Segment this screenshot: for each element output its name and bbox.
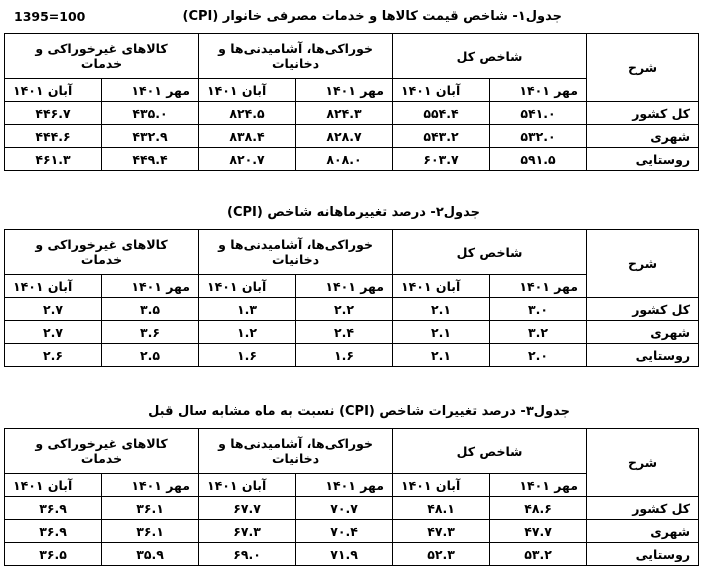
table-cell: ۵۵۴.۴ — [393, 102, 490, 125]
table-cell: ۳۶.۹ — [5, 520, 102, 543]
table-cell: ۳.۲ — [490, 321, 587, 344]
table-cell: ۷۱.۹ — [296, 543, 393, 566]
table-cell: ۲.۷ — [5, 321, 102, 344]
cpi-index-table — [4, 33, 699, 171]
header-month-mehr: مهر ۱۴۰۱ — [296, 474, 393, 497]
table-row — [5, 298, 699, 321]
table-cell: ۱.۲ — [199, 321, 296, 344]
table-cell: ۲.۰ — [490, 344, 587, 367]
table-cell: ۴۸.۱ — [393, 497, 490, 520]
header-group-food: خوراکی‌ها، آشامیدنی‌ها و دخانیات — [199, 429, 393, 474]
table1-caption: جدول۱- شاخص قیمت کالاها و خدمات مصرفی خانوار (CPI) — [182, 9, 562, 24]
table-cell: ۵۲.۳ — [393, 543, 490, 566]
row-label: روستایی — [587, 148, 699, 171]
table-cell: ۷۰.۴ — [296, 520, 393, 543]
header-group-food: خوراکی‌ها، آشامیدنی‌ها و دخانیات — [199, 34, 393, 79]
header-group-nonfood: کالاهای غیرخوراکی و خدمات — [5, 230, 199, 275]
row-label: روستایی — [587, 543, 699, 566]
table-cell: ۱.۶ — [199, 344, 296, 367]
table-cell: ۷۰.۷ — [296, 497, 393, 520]
table-cell: ۳۶.۱ — [102, 497, 199, 520]
header-month-mehr: مهر ۱۴۰۱ — [490, 474, 587, 497]
header-month-aban: آبان ۱۴۰۱ — [5, 275, 102, 298]
table-cell: ۳.۰ — [490, 298, 587, 321]
row-label: شهری — [587, 125, 699, 148]
table-row — [5, 520, 699, 543]
table-cell: ۴۷.۷ — [490, 520, 587, 543]
table-cell: ۲.۵ — [102, 344, 199, 367]
header-month-aban: آبان ۱۴۰۱ — [393, 79, 490, 102]
header-group-total-index: شاخص کل — [393, 34, 587, 79]
table-row — [5, 125, 699, 148]
table-cell: ۴۳۲.۹ — [102, 125, 199, 148]
row-label: شهری — [587, 321, 699, 344]
header-description: شرح — [587, 429, 699, 497]
header-month-aban: آبان ۱۴۰۱ — [393, 275, 490, 298]
table-row — [5, 344, 699, 367]
table-cell: ۳۶.۵ — [5, 543, 102, 566]
table-cell: ۲.۴ — [296, 321, 393, 344]
header-group-total-index: شاخص کل — [393, 429, 587, 474]
header-group-food: خوراکی‌ها، آشامیدنی‌ها و دخانیات — [199, 230, 393, 275]
table-cell: ۲.۷ — [5, 298, 102, 321]
header-month-aban: آبان ۱۴۰۱ — [393, 474, 490, 497]
header-month-mehr: مهر ۱۴۰۱ — [102, 474, 199, 497]
table-cell: ۵۳۲.۰ — [490, 125, 587, 148]
table-cell: ۳.۶ — [102, 321, 199, 344]
table-cell: ۴۸.۶ — [490, 497, 587, 520]
table-cell: ۲.۱ — [393, 344, 490, 367]
row-label: شهری — [587, 520, 699, 543]
cpi-monthly-change-table — [4, 229, 699, 367]
table-cell: ۴۷.۳ — [393, 520, 490, 543]
table-cell: ۸۲۴.۳ — [296, 102, 393, 125]
header-month-aban: آبان ۱۴۰۱ — [5, 474, 102, 497]
table-cell: ۴۶۱.۳ — [5, 148, 102, 171]
header-month-aban: آبان ۱۴۰۱ — [199, 275, 296, 298]
table-cell: ۴۴۹.۴ — [102, 148, 199, 171]
table-row — [5, 321, 699, 344]
table-cell: ۶۷.۳ — [199, 520, 296, 543]
table-cell: ۶۰۳.۷ — [393, 148, 490, 171]
table-row — [5, 543, 699, 566]
table-cell: ۵۹۱.۵ — [490, 148, 587, 171]
header-month-aban: آبان ۱۴۰۱ — [5, 79, 102, 102]
header-group-nonfood: کالاهای غیرخوراکی و خدمات — [5, 429, 199, 474]
table-cell: ۱.۳ — [199, 298, 296, 321]
table-cell: ۸۰۸.۰ — [296, 148, 393, 171]
header-month-aban: آبان ۱۴۰۱ — [199, 79, 296, 102]
header-month-mehr: مهر ۱۴۰۱ — [490, 275, 587, 298]
header-month-mehr: مهر ۱۴۰۱ — [490, 79, 587, 102]
cpi-yoy-change-table — [4, 428, 699, 566]
header-month-mehr: مهر ۱۴۰۱ — [102, 275, 199, 298]
table-cell: ۲.۶ — [5, 344, 102, 367]
table-cell: ۳۶.۱ — [102, 520, 199, 543]
table-cell: ۲.۱ — [393, 321, 490, 344]
header-description: شرح — [587, 34, 699, 102]
header-description: شرح — [587, 230, 699, 298]
header-month-mehr: مهر ۱۴۰۱ — [296, 275, 393, 298]
table-cell: ۴۳۵.۰ — [102, 102, 199, 125]
table3-caption: جدول۳- درصد تغییرات شاخص (CPI) نسبت به ماه مشابه سال قبل — [148, 404, 570, 419]
row-label: روستایی — [587, 344, 699, 367]
table-cell: ۲.۱ — [393, 298, 490, 321]
table-cell: ۸۲۴.۵ — [199, 102, 296, 125]
table-cell: ۴۴۴.۶ — [5, 125, 102, 148]
table2-caption: جدول۲- درصد تغییرماهانه شاخص (CPI) — [227, 205, 480, 220]
table-row — [5, 148, 699, 171]
header-month-mehr: مهر ۱۴۰۱ — [296, 79, 393, 102]
table-cell: ۳۶.۹ — [5, 497, 102, 520]
table-cell: ۸۲۸.۷ — [296, 125, 393, 148]
table-row — [5, 102, 699, 125]
table-cell: ۵۴۳.۲ — [393, 125, 490, 148]
table-cell: ۳.۵ — [102, 298, 199, 321]
table-cell: ۱.۶ — [296, 344, 393, 367]
table-cell: ۵۴۱.۰ — [490, 102, 587, 125]
header-group-total-index: شاخص کل — [393, 230, 587, 275]
row-label: کل کشور — [587, 497, 699, 520]
table-cell: ۸۳۸.۴ — [199, 125, 296, 148]
table-cell: ۳۵.۹ — [102, 543, 199, 566]
header-month-aban: آبان ۱۴۰۱ — [199, 474, 296, 497]
table-row — [5, 497, 699, 520]
base-year-label: 1395=100 — [14, 9, 86, 24]
header-month-mehr: مهر ۱۴۰۱ — [102, 79, 199, 102]
table-cell: ۸۲۰.۷ — [199, 148, 296, 171]
row-label: کل کشور — [587, 298, 699, 321]
table-cell: ۴۴۶.۷ — [5, 102, 102, 125]
header-group-nonfood: کالاهای غیرخوراکی و خدمات — [5, 34, 199, 79]
row-label: کل کشور — [587, 102, 699, 125]
table-cell: ۵۳.۲ — [490, 543, 587, 566]
table-cell: ۲.۲ — [296, 298, 393, 321]
table-cell: ۶۹.۰ — [199, 543, 296, 566]
table-cell: ۶۷.۷ — [199, 497, 296, 520]
